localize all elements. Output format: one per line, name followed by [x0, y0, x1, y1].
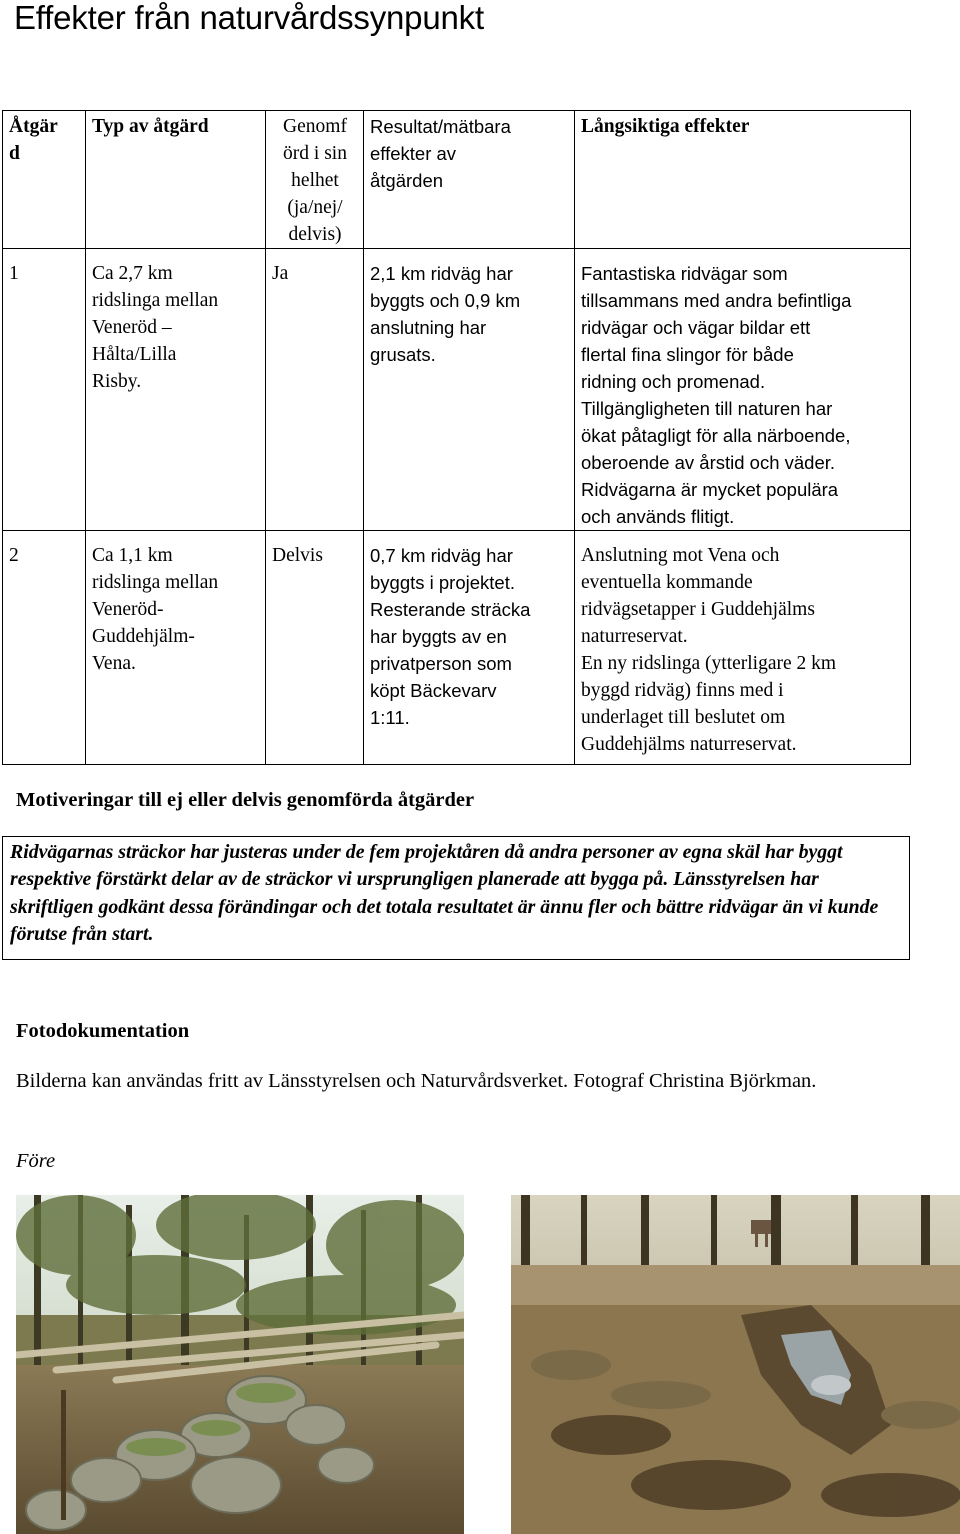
- row-langsiktiga: Anslutning mot Vena och eventuella kommande ridvägsetapper i Guddehjälms naturreservat. En ny ridslinga (ytterligare 2 km byggd ridväg) finns med i underlaget till beslutet om Guddehjälms naturreservat.: [575, 531, 911, 765]
- before-label: Före: [16, 1150, 56, 1172]
- row-genomford: Delvis: [266, 531, 364, 765]
- row-langsiktiga: Fantastiska ridvägar som tillsammans med andra befintliga ridvägar och vägar bildar ett flertal fina slingor för både ridning och promenad. Tillgängligheten till naturen har ökat påtagligt för alla närboende, oberoende av årstid och väder. Ridvägarna är mycket populära och används flitigt.: [575, 249, 911, 531]
- row-number: 1: [3, 249, 86, 531]
- row-typ: Ca 2,7 km ridslinga mellan Veneröd – Hålta/Lilla Risby.: [86, 249, 266, 531]
- row-genomford: Ja: [266, 249, 364, 531]
- header-resultat: Resultat/mätbara effekter av åtgärden: [364, 111, 575, 249]
- header-langsiktiga: Långsiktiga effekter: [575, 111, 911, 249]
- header-atgard: Åtgär d: [3, 111, 86, 249]
- row-typ: Ca 1,1 km ridslinga mellan Veneröd- Guddehjälm- Vena.: [86, 531, 266, 765]
- header-genomford: Genomf örd i sin helhet (ja/nej/ delvis): [266, 111, 364, 249]
- row-resultat: 2,1 km ridväg har byggts och 0,9 km anslutning har grusats.: [364, 249, 575, 531]
- table-row: [3, 531, 911, 765]
- photo-heading: Fotodokumentation: [16, 1020, 190, 1042]
- photo-credit: Bilderna kan användas fritt av Länsstyrelsen och Naturvårdsverket. Fotograf Christina Björkman.: [16, 1070, 817, 1092]
- table-row: [3, 249, 911, 531]
- row-resultat: 0,7 km ridväg har byggts i projektet. Resterande sträcka har byggts av en privatperson som köpt Bäckevarv 1:11.: [364, 531, 575, 765]
- effects-table: [2, 110, 911, 765]
- before-photo-left: [16, 1195, 464, 1534]
- before-photo-right: [511, 1195, 960, 1534]
- motivation-text: Ridvägarnas sträckor har justeras under de fem projektåren då andra personer av egna skäl har byggt respektive förstärkt delar av de sträckor vi ursprungligen planerade att bygga på. Länsstyrelsen har skriftligen godkänt dessa förändingar och det totala resultatet är ännu fler och bättre ridvägar än vi kunde förutse från start.: [2, 836, 910, 960]
- header-typ: Typ av åtgärd: [86, 111, 266, 249]
- table-header-row: [3, 111, 911, 249]
- row-number: 2: [3, 531, 86, 765]
- page-title: Effekter från naturvårdssynpunkt: [14, 0, 484, 36]
- motivation-heading: Motiveringar till ej eller delvis genomförda åtgärder: [16, 789, 475, 811]
